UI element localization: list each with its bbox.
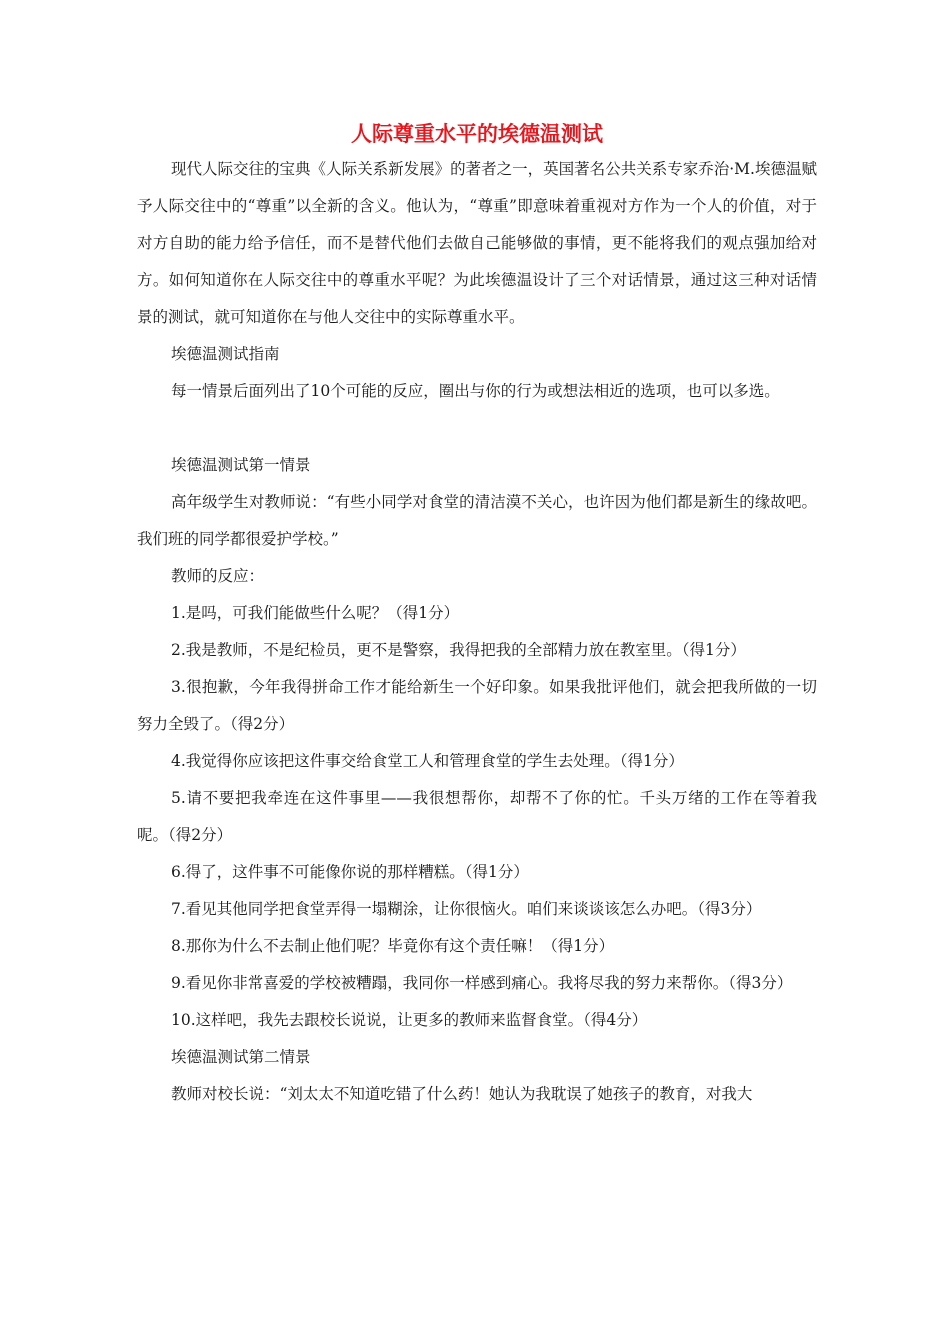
guide-heading: 埃德温测试指南: [171, 345, 280, 363]
reaction-item-7: 7.看见其他同学把食堂弄得一塌糊涂，让你很恼火。咱们来谈谈该怎么办吧。（得3分）: [171, 900, 762, 918]
reaction-item-4: 4.我觉得你应该把这件事交给食堂工人和管理食堂的学生去处理。（得1分）: [171, 752, 684, 770]
scene2-heading: 埃德温测试第二情景: [171, 1048, 311, 1066]
reaction-item-6: 6.得了，这件事不可能像你说的那样糟糕。（得1分）: [171, 863, 529, 881]
intro-paragraph: 现代人际交往的宝典《人际关系新发展》的著者之一，英国著名公共关系专家乔治·M.埃德温赋予人际交往中的“尊重”以全新的含义。他认为，“尊重”即意味着重视对方作为一个人的价值，对于对方自助的能力给予信任，而不是替代他们去做自己能够做的事情，更不能将我们的观点强加给对方。如何知道你在人际交往中的尊重水平呢？为此埃德温设计了三个对话情景，通过这三种对话情景的测试，就可知道你在与他人交往中的实际尊重水平。: [137, 160, 817, 326]
blank-line: [137, 410, 817, 447]
reaction-item-5: 5.请不要把我牵连在这件事里——我很想帮你，却帮不了你的忙。千头万绪的工作在等着我呢。（得2分）: [137, 789, 817, 844]
reaction-item-3: 3.很抱歉，今年我得拼命工作才能给新生一个好印象。如果我批评他们，就会把我所做的一切努力全毁了。（得2分）: [137, 678, 817, 733]
reaction-item-2: 2.我是教师，不是纪检员，更不是警察，我得把我的全部精力放在教室里。（得1分）: [171, 641, 746, 659]
scene1-reaction-label: 教师的反应：: [171, 567, 265, 585]
reaction-item-1: 1.是吗，可我们能做些什么呢？（得1分）: [171, 604, 460, 622]
guide-text: 每一情景后面列出了10个可能的反应，圈出与你的行为或想法相近的选项，也可以多选。: [171, 382, 780, 400]
reaction-item-10: 10.这样吧，我先去跟校长说说，让更多的教师来监督食堂。（得4分）: [171, 1011, 648, 1029]
reaction-item-9: 9.看见你非常喜爱的学校被糟蹋，我同你一样感到痛心。我将尽我的努力来帮你。（得3分）: [171, 974, 793, 992]
scene2-dialogue: 教师对校长说：“刘太太不知道吃错了什么药！她认为我耽误了她孩子的教育，对我大: [171, 1085, 753, 1103]
scene1-dialogue: 高年级学生对教师说：“有些小同学对食堂的清洁漠不关心，也许因为他们都是新生的缘故吧。我们班的同学都很爱护学校。”: [137, 493, 817, 548]
scene1-heading: 埃德温测试第一情景: [171, 456, 311, 474]
document-page: [137, 118, 817, 1113]
document-title: 人际尊重水平的埃德温测试: [351, 121, 603, 146]
reaction-item-8: 8.那你为什么不去制止他们呢？毕竟你有这个责任嘛！（得1分）: [171, 937, 615, 955]
